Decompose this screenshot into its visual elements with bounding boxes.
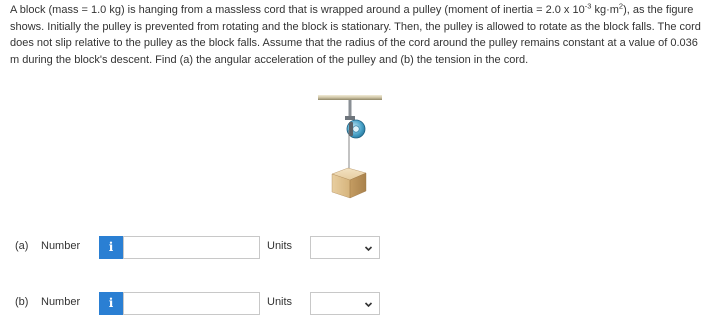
part-label-b: (b) <box>15 296 29 308</box>
exponent-minus-three: -3 <box>584 1 592 11</box>
exponent-two: 2 <box>618 1 624 11</box>
number-label-b: Number <box>41 296 81 308</box>
units-select-a[interactable] <box>310 236 380 259</box>
units-label-a: Units <box>267 240 293 252</box>
pulley-mount <box>349 100 352 118</box>
problem-line1-b: kg·m <box>591 4 619 16</box>
info-icon: i <box>108 240 114 254</box>
ceiling-beam <box>318 95 382 100</box>
problem-text-rest: figure shows. Initially the pulley is prevented from rotating and the block is stationary. Then, the pulley is allowed to rotate as the block falls. The cord does not slip relative to the pulley as the block falls. Assume that the radius of the cord around the pulley remains constant at a value of 0.036 m during the block's descent. Find (a) the angular acceleration of the pulley and (b) the tension in the cord. <box>10 4 701 66</box>
problem-line1-a: A block (mass = 1.0 kg) is hanging from a massless cord that is wrapped around a pulley (moment of inertia = 2.0 x 10 <box>10 4 585 16</box>
info-button-a[interactable] <box>99 236 123 259</box>
pulley-block-figure <box>312 94 396 200</box>
units-label-b: Units <box>267 296 293 308</box>
part-label-a: (a) <box>15 240 29 252</box>
chevron-down-icon <box>364 244 373 253</box>
info-icon: i <box>108 296 114 310</box>
units-select-b[interactable] <box>310 292 380 315</box>
number-label-a: Number <box>41 240 81 252</box>
problem-statement <box>10 2 710 68</box>
answer-row-b <box>15 291 395 317</box>
chevron-down-icon <box>364 300 373 309</box>
number-input-a[interactable] <box>123 236 260 259</box>
problem-line1-c: ), as the <box>623 4 663 16</box>
answer-row-a <box>15 235 395 261</box>
number-input-b[interactable] <box>123 292 260 315</box>
info-button-b[interactable] <box>99 292 123 315</box>
